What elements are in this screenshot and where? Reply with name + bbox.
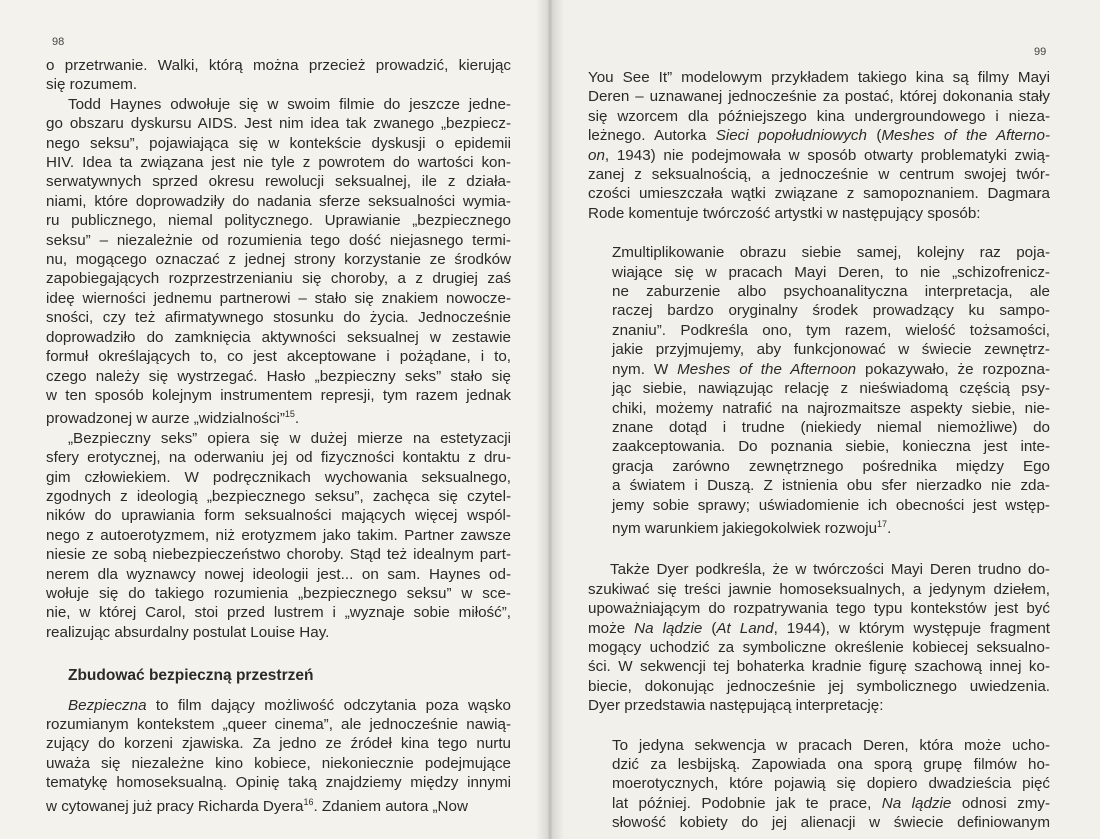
text-line: Dyer przedstawia następującą interpretację: — [588, 697, 884, 715]
film-title: Na lądzie — [881, 794, 952, 812]
text-line: go obszaru dyskursu AIDS. Jest nim idea tak zwanego „bezpiecz- — [46, 115, 511, 133]
film-title: Sieci popołudniowych — [715, 127, 867, 145]
text-line: biecie, dokonując jednocześnie jej symbolicznego uwiedzenia. — [588, 677, 1050, 695]
text-line: nego z autoerotyzmem, niż erotyzmem jako takim. Partner zawsze — [46, 526, 511, 544]
text-line: się wzorcem dla późniejszego kina undergroundowego i nieza- — [588, 107, 1050, 125]
text-line: wołuje się do takiego rozumienia „bezpiecznego seksu” w sce- — [46, 585, 511, 603]
text-fragment: nym. W — [612, 360, 678, 378]
text-fragment: to film dający możliwość odczytania poza wąsko — [146, 696, 511, 714]
text-line: ru publicznego, niemal politycznego. Uprawianie „bezpiecznego — [46, 212, 511, 230]
text-line: „Bezpieczny seks” opiera się w dużej mierze na estetyzacji — [68, 429, 511, 447]
text-line — [46, 696, 511, 715]
text-line: znane dotąd i trudne (niekiedy niemal niemożliwe) do — [612, 418, 1050, 436]
text-line: się rozumem. — [46, 76, 138, 94]
paragraph — [588, 68, 1050, 223]
right-page — [550, 0, 1100, 839]
text-line: zujący do korzeni zjawiska. Za jedno ze źródeł kina tego nurtu — [46, 735, 511, 753]
text-line — [588, 619, 1050, 638]
text-line: gracja zarówno zewnętrznego pośrednika między Ego — [612, 457, 1050, 475]
text-line: nie, w której Carol, stoi przed lustrem i „wyznaje sobie miłość”, — [46, 604, 511, 622]
text-line: Deren – uznawanej jednocześnie za postać, której dokonania stały — [588, 88, 1050, 106]
text-line: a światem i Duszą. Z istnienia obu sfer nierzadko nie zda- — [612, 477, 1050, 495]
film-title: At Land — [716, 619, 774, 637]
text-line: dzić za lesbijską. Zapowiada ona sporą grupę filmów ho- — [612, 756, 1050, 774]
text-line: nego seksu”, pojawiająca się w kontekście dyskusji o epidemii — [46, 134, 511, 152]
text-line — [588, 126, 1050, 145]
block-quote — [612, 736, 1050, 833]
text-fragment: prowadzonej w aurze „widzialności” — [46, 410, 285, 428]
text-line: zaakceptowania. Do poznania siebie, konieczna jest inte- — [612, 438, 1050, 456]
paragraph — [46, 696, 511, 817]
text-line: mogący uchodzić za symboliczne określenie kobiecej seksualno- — [588, 639, 1050, 657]
text-line: To jedyna sekwencja w pracach Deren, która może ucho- — [612, 736, 1050, 754]
text-fragment: . — [294, 410, 300, 428]
spacer — [588, 538, 1050, 560]
film-title: Meshes of the Afternoon — [677, 360, 857, 378]
text-fragment: . — [887, 520, 892, 537]
text-fragment: . Zdaniem autora „Now — [313, 797, 468, 815]
paragraph — [46, 429, 511, 642]
text-fragment: nym warunkiem jakiegokolwiek rozwoju — [612, 520, 878, 537]
section-heading: Zbudować bezpieczną przestrzeń — [68, 667, 314, 685]
paragraph — [46, 95, 511, 429]
right-page-body — [588, 68, 1050, 833]
text-line: niami, które doprowadziły do nadania sferze seksualności wymia- — [46, 192, 511, 210]
text-line: seksu” – niezależnie od rozumienia tego dość niejasnego termi- — [46, 231, 511, 249]
text-line: czości umieszczała wątki związane z samopoznaniem. Dagmara — [588, 185, 1050, 203]
paragraph — [588, 560, 1050, 715]
text-line: doprowadziło do zamknięcia aktywności seksualnej w zestawie — [46, 328, 511, 346]
text-line: jakie przyjmujemy, aby funkcjonować w świecie zewnętrz- — [612, 341, 1050, 359]
text-line: ideę wierności jednemu partnerowi – stało się znakiem nowocze- — [46, 289, 511, 307]
text-line: w ten sposób kolejnym instrumentem represji, tym razem jednak — [46, 386, 511, 404]
text-line: uważa się niezależne kino kobiece, niekoniecznie podejmujące — [46, 754, 511, 772]
footnote-marker: 16 — [303, 796, 314, 807]
text-line: nu, mogącego oznaczać z jednej strony korzystanie ze środków — [46, 251, 511, 269]
spacer — [588, 223, 1050, 243]
text-line: rozumianym kontekstem „queer cinema”, ale jednocześnie nawią- — [46, 716, 511, 734]
text-line: upoważniającym do rozpatrywania tego typu kontekstów jest być — [588, 600, 1050, 618]
text-fragment: ( — [866, 127, 882, 145]
film-title: on — [588, 146, 605, 164]
text-line: ści. W sekwencji tej bohaterka kradnie figurę szachową innej ko- — [588, 658, 1050, 676]
text-line: ników do uprawiania form seksualności mających więcej wspól- — [46, 507, 511, 525]
text-line: gim człowiekiem. W podręcznikach wychowania seksualnego, — [46, 468, 511, 486]
text-line: jemy sobie sprawy; uświadomienie ich obecności jest wstęp- — [612, 496, 1050, 514]
text-line: o przetrwanie. Walki, którą można przecież prowadzić, kierując — [46, 57, 511, 74]
text-line — [612, 794, 1050, 813]
left-page-body — [46, 56, 511, 816]
text-fragment: , 1943) nie podejmowała w sposób otwarty problematyki zwią- — [604, 146, 1050, 164]
text-line: Zmultiplikowanie obrazu siebie samej, kolejny raz poja- — [612, 244, 1050, 262]
text-line: You See It” modelowym przykładem takiego kina są filmy Mayi — [588, 69, 1050, 86]
paragraph — [46, 56, 511, 95]
block-quote — [612, 243, 1050, 538]
film-title: Meshes of the Afterno- — [881, 127, 1050, 145]
text-line: formuł określających to, co jest akceptowane i pożądane, i to, — [46, 348, 511, 366]
text-line: tematykę homoseksualną. Opinię taką znajdziemy między innymi — [46, 774, 511, 792]
text-line: moerotycznych, które pojawią się dopiero dwadzieścia pięć — [612, 775, 1050, 793]
text-line: nerem dla wyznawcy nowej ideologii jest... on sam. Haynes od- — [46, 565, 511, 583]
text-line — [46, 405, 511, 428]
page-number: 99 — [1034, 46, 1047, 58]
text-line: Todd Haynes odwołuje się w swoim filmie do jeszcze jedne- — [68, 95, 511, 113]
text-line — [588, 146, 1050, 165]
text-line: znaniu”. Podkreśla ono, tym razem, wielość tożsamości, — [612, 321, 1050, 339]
text-line — [612, 360, 1050, 379]
text-line: ne zaburzenie albo psychoanalityczna interpretacja, ale — [612, 283, 1050, 301]
text-line: słowość kobiety do jej alienacji w świecie definiowanym — [612, 814, 1050, 832]
text-line: sności, czy też afirmatywnego stosunku do życia. Jednocześnie — [46, 309, 511, 327]
footnote-marker: 15 — [284, 409, 295, 420]
text-line: czego należy się wystrzegać. Hasło „bezpieczny seks” stało się — [46, 367, 511, 385]
text-fragment: , 1944), w którym występuje fragment — [773, 619, 1050, 637]
text-line — [46, 793, 511, 816]
text-fragment: może — [588, 619, 635, 637]
text-fragment: pokazywało, że rozpozna- — [856, 360, 1051, 378]
text-line — [612, 515, 1050, 538]
text-line: Rode komentuje twórczość artystki w następujący sposób: — [588, 204, 981, 222]
text-line: serwatywnych sprzed okresu rewolucji seksualnej, ile z działa- — [46, 173, 511, 191]
text-line: chiki, możemy natrafić na najrozmaitsze aspekty siebie, nie- — [612, 399, 1050, 417]
text-line: jąc siebie, nawiązując relację z nieświadomą częścią psy- — [612, 380, 1050, 398]
text-line: niesie ze sobą niebezpieczeństwo choroby. Stąd też idealnym part- — [46, 546, 511, 564]
text-line: realizując absurdalny postulat Louise Hay. — [46, 623, 330, 641]
text-line: szukiwać się treści jawnie homoseksualnych, a jedynym dziełem, — [588, 580, 1050, 598]
text-line: zgodnych z ideologią „bezpiecznego seksu”, zachęca się czytel- — [46, 488, 511, 505]
text-fragment: lat później. Podobnie jak te prace, — [612, 794, 882, 812]
text-line: zapobiegających rozprzestrzenianiu się choroby, a z drugiej zaś — [46, 270, 511, 288]
film-title: Bezpieczna — [68, 696, 147, 714]
text-line: HIV. Idea ta związana jest nie tyle z powrotem do wartości kon- — [46, 154, 511, 172]
page-number: 98 — [52, 36, 65, 48]
spacer — [588, 716, 1050, 736]
text-fragment: odnosi zmy- — [951, 794, 1050, 812]
text-fragment: w cytowanej już pracy Richarda Dyera — [46, 797, 304, 815]
text-line: raczej bardzo oryginalny środek prowadzący ku sampo- — [612, 302, 1050, 320]
film-title: Na lądzie — [634, 619, 703, 637]
text-fragment: ( — [702, 619, 717, 637]
text-line: sfery erotycznej, na oderwaniu jej od fizyczności kontaktu z dru- — [46, 449, 511, 467]
text-line: wiające się w pracach Mayi Deren, to nie „schizofrenicz- — [612, 263, 1050, 281]
text-fragment: leżnego. Autorka — [588, 127, 716, 145]
footnote-marker: 17 — [877, 518, 888, 529]
text-line: zanej z seksualnością, a jednocześnie w centrum swojej twór- — [588, 166, 1050, 184]
text-line: Także Dyer podkreśla, że w twórczości Mayi Deren trudno do- — [610, 561, 1050, 579]
